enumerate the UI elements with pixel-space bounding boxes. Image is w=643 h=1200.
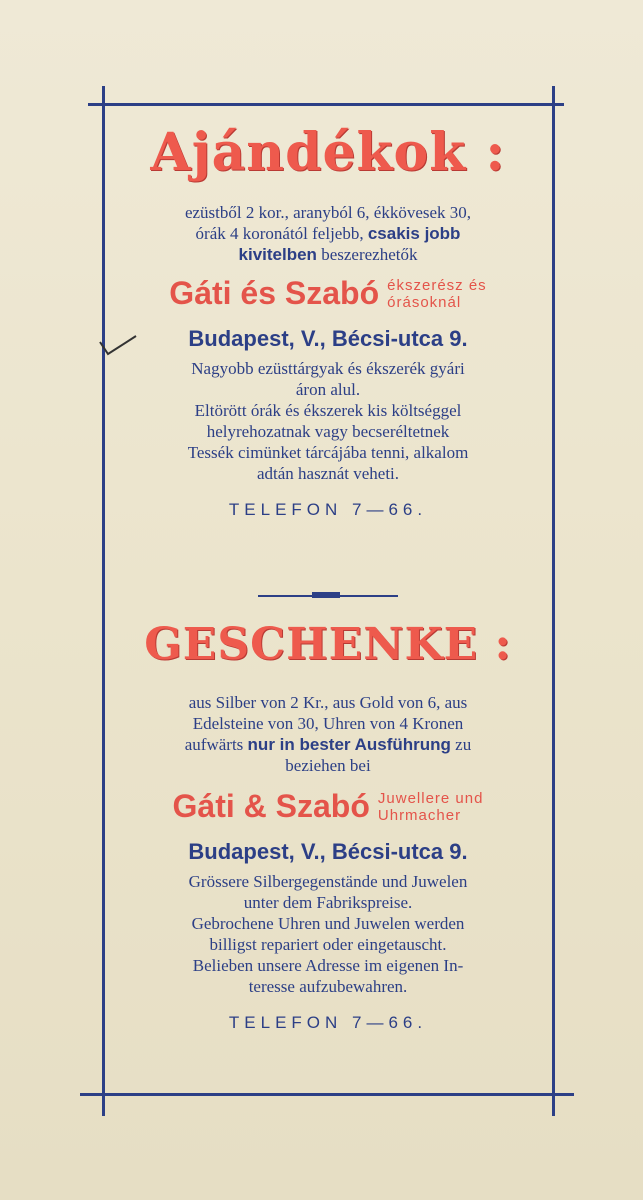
paragraph-line: billigst repariert oder eingetauscht.: [209, 935, 447, 954]
hungarian-paragraph: [112, 358, 544, 484]
german-section: [112, 612, 544, 1033]
german-paragraph: [112, 871, 544, 997]
intro-line: aus Silber von 2 Kr., aus Gold von 6, aus: [188, 693, 468, 712]
intro-emphasis: csakis jobb: [367, 224, 461, 243]
paragraph-line: Gebrochene Uhren und Juwelen werden: [191, 914, 465, 933]
firm-description: [378, 790, 484, 824]
frame-bottom-line: [80, 1093, 574, 1096]
paragraph-line: unter dem Fabrikspreise.: [243, 893, 413, 912]
paragraph-line: teresse aufzubewahren.: [248, 977, 408, 996]
intro-text: aufwärts: [184, 735, 244, 754]
paragraph-line: Eltörött órák és ékszerek kis költséggel: [194, 401, 462, 420]
intro-emphasis: kivitelben: [238, 245, 317, 264]
paragraph-line: Belieben unsere Adresse im eigenen In-: [192, 956, 464, 975]
german-intro: [112, 692, 544, 776]
intro-line: Edelsteine von 30, Uhren von 4 Kronen: [192, 714, 464, 733]
firm-name: Gáti & Szabó: [172, 788, 370, 824]
frame-right-line: [552, 86, 555, 1116]
section-divider-mark: [312, 592, 340, 598]
intro-line: [112, 223, 544, 244]
address: Budapest, V., Bécsi-utca 9.: [188, 326, 468, 351]
frame-top-line: [88, 103, 564, 106]
hungarian-section: [112, 120, 544, 520]
address: Budapest, V., Bécsi-utca 9.: [188, 839, 468, 864]
paragraph-line: Grössere Silbergegenstände und Juwelen: [188, 872, 468, 891]
intro-line: [112, 244, 544, 265]
firm-sub-line: Juwellere und: [377, 789, 484, 807]
hungarian-firm-row: [112, 275, 544, 312]
telephone: TELEFON 7—66.: [228, 500, 428, 519]
firm-sub-line: Uhrmacher: [377, 806, 462, 824]
german-firm-row: [112, 788, 544, 825]
hungarian-title: Ajándékok :: [150, 122, 506, 183]
intro-line: beziehen bei: [285, 756, 371, 775]
intro-line: ezüstből 2 kor., aranyból 6, ékkövesek 30,: [184, 203, 472, 222]
hungarian-intro: [112, 202, 544, 265]
intro-line: [112, 734, 544, 755]
firm-description: [387, 277, 487, 311]
telephone: TELEFON 7—66.: [228, 1013, 428, 1032]
paragraph-line: áron alul.: [295, 380, 361, 399]
firm-sub-line: órásoknál: [387, 293, 462, 311]
intro-text: zu: [455, 735, 472, 754]
german-title: GESCHENKE :: [144, 619, 512, 670]
firm-sub-line: ékszerész és: [387, 276, 487, 294]
paragraph-line: helyrehozatnak vagy becseréltetnek: [206, 422, 450, 441]
paragraph-line: Nagyobb ezüsttárgyak és ékszerék gyári: [191, 359, 465, 378]
intro-text: beszerezhetők: [321, 245, 418, 264]
intro-emphasis: nur in bester Ausführung: [247, 735, 451, 754]
paragraph-line: adtán hasznát veheti.: [256, 464, 400, 483]
firm-name: Gáti és Szabó: [169, 275, 380, 311]
paragraph-line: Tessék cimünket tárcájába tenni, alkalom: [187, 443, 469, 462]
intro-text: órák 4 koronától feljebb,: [195, 224, 364, 243]
frame-left-line: [102, 86, 105, 1116]
